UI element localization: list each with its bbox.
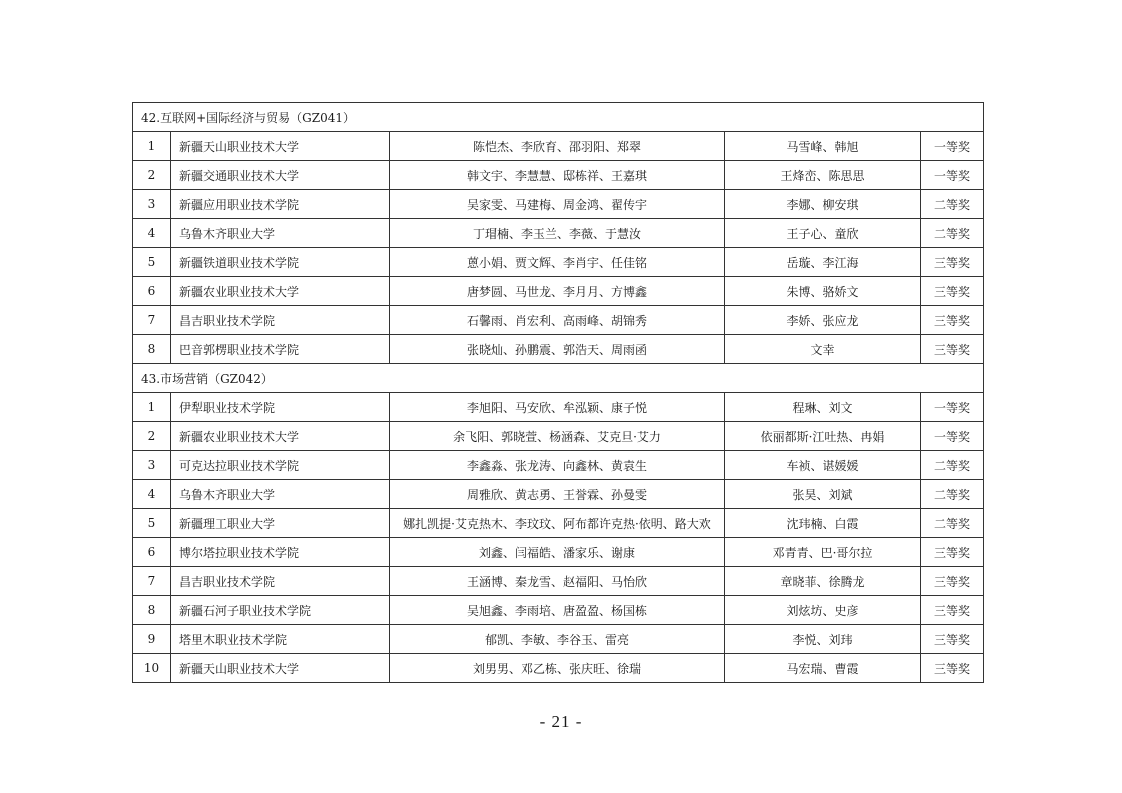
award-table-body	[133, 103, 984, 683]
student-names: 吴旭鑫、李雨培、唐盈盈、杨国栋	[390, 596, 725, 625]
school-name: 新疆石河子职业技术学院	[171, 596, 390, 625]
school-name: 新疆交通职业技术大学	[171, 161, 390, 190]
teacher-names: 文幸	[725, 335, 921, 364]
teacher-names: 刘炫坊、史彦	[725, 596, 921, 625]
row-number: 9	[133, 625, 171, 654]
student-names: 韩文宇、李慧慧、邸栋祥、王嘉琪	[390, 161, 725, 190]
page-number: - 21 -	[539, 712, 583, 731]
row-number: 3	[133, 451, 171, 480]
student-names: 陈恺杰、李欣育、邵羽阳、郑翠	[390, 132, 725, 161]
student-names: 刘男男、邓乙栋、张庆旺、徐瑞	[390, 654, 725, 683]
award-level: 二等奖	[921, 451, 984, 480]
award-level: 三等奖	[921, 538, 984, 567]
row-number: 6	[133, 277, 171, 306]
award-level: 二等奖	[921, 480, 984, 509]
school-name: 塔里木职业技术学院	[171, 625, 390, 654]
student-names: 蒽小娟、贾文辉、李肖宇、任佳铭	[390, 248, 725, 277]
award-level: 一等奖	[921, 161, 984, 190]
school-name: 新疆天山职业技术大学	[171, 654, 390, 683]
student-names: 王涵博、秦龙雪、赵福阳、马怡欣	[390, 567, 725, 596]
row-number: 6	[133, 538, 171, 567]
award-level: 三等奖	[921, 306, 984, 335]
award-level: 一等奖	[921, 393, 984, 422]
teacher-names: 依丽都斯·江吐热、冉娟	[725, 422, 921, 451]
row-number: 1	[133, 393, 171, 422]
school-name: 新疆铁道职业技术学院	[171, 248, 390, 277]
award-level: 三等奖	[921, 248, 984, 277]
school-name: 新疆农业职业技术大学	[171, 277, 390, 306]
row-number: 1	[133, 132, 171, 161]
student-names: 石馨雨、肖宏利、高雨峰、胡锦秀	[390, 306, 725, 335]
table-row	[133, 190, 984, 219]
row-number: 4	[133, 480, 171, 509]
row-number: 5	[133, 248, 171, 277]
teacher-names: 王子心、童欣	[725, 219, 921, 248]
section-title: 42.互联网+国际经济与贸易（GZ041）	[133, 103, 984, 132]
award-level: 三等奖	[921, 625, 984, 654]
student-names: 郁凯、李敏、李谷玉、雷亮	[390, 625, 725, 654]
table-row	[133, 161, 984, 190]
teacher-names: 岳璇、李江海	[725, 248, 921, 277]
school-name: 乌鲁木齐职业大学	[171, 219, 390, 248]
teacher-names: 李悦、刘玮	[725, 625, 921, 654]
section-header-row	[133, 103, 984, 132]
student-names: 唐梦圆、马世龙、李月月、方博鑫	[390, 277, 725, 306]
table-row	[133, 625, 984, 654]
student-names: 吴家雯、马建梅、周金鸿、翟传宇	[390, 190, 725, 219]
student-names: 娜扎凯提·艾克热木、李玟玟、阿布都许克热·依明、路大欢	[390, 509, 725, 538]
award-level: 二等奖	[921, 509, 984, 538]
award-level: 三等奖	[921, 654, 984, 683]
row-number: 10	[133, 654, 171, 683]
table-row	[133, 596, 984, 625]
school-name: 乌鲁木齐职业大学	[171, 480, 390, 509]
table-row	[133, 248, 984, 277]
section-title: 43.市场营销（GZ042）	[133, 364, 984, 393]
row-number: 8	[133, 335, 171, 364]
student-names: 余飞阳、郭晓萱、杨涵森、艾克旦·艾力	[390, 422, 725, 451]
table-row	[133, 393, 984, 422]
row-number: 5	[133, 509, 171, 538]
student-names: 张晓灿、孙鹏震、郭浩天、周雨函	[390, 335, 725, 364]
school-name: 伊犁职业技术学院	[171, 393, 390, 422]
school-name: 可克达拉职业技术学院	[171, 451, 390, 480]
row-number: 8	[133, 596, 171, 625]
table-row	[133, 219, 984, 248]
award-level: 三等奖	[921, 335, 984, 364]
student-names: 周雅欣、黄志勇、王誉霖、孙曼雯	[390, 480, 725, 509]
row-number: 4	[133, 219, 171, 248]
school-name: 新疆天山职业技术大学	[171, 132, 390, 161]
teacher-names: 王烽峦、陈思思	[725, 161, 921, 190]
school-name: 新疆应用职业技术学院	[171, 190, 390, 219]
table-row	[133, 538, 984, 567]
student-names: 李旭阳、马安欣、牟泓颖、康子悦	[390, 393, 725, 422]
row-number: 7	[133, 306, 171, 335]
row-number: 3	[133, 190, 171, 219]
school-name: 新疆理工职业大学	[171, 509, 390, 538]
student-names: 丁瑁楠、李玉兰、李薇、于慧汝	[390, 219, 725, 248]
teacher-names: 张昊、刘斌	[725, 480, 921, 509]
school-name: 巴音郭楞职业技术学院	[171, 335, 390, 364]
student-names: 刘鑫、闫福皓、潘家乐、谢康	[390, 538, 725, 567]
school-name: 博尔塔拉职业技术学院	[171, 538, 390, 567]
table-row	[133, 306, 984, 335]
table-row	[133, 451, 984, 480]
table-row	[133, 480, 984, 509]
teacher-names: 沈玮楠、白霞	[725, 509, 921, 538]
row-number: 2	[133, 161, 171, 190]
teacher-names: 章晓菲、徐腾龙	[725, 567, 921, 596]
award-level: 三等奖	[921, 596, 984, 625]
teacher-names: 李娇、张应龙	[725, 306, 921, 335]
table-row	[133, 509, 984, 538]
award-table	[132, 102, 984, 683]
school-name: 昌吉职业技术学院	[171, 567, 390, 596]
table-row	[133, 567, 984, 596]
award-level: 二等奖	[921, 190, 984, 219]
section-header-row	[133, 364, 984, 393]
teacher-names: 李娜、柳安琪	[725, 190, 921, 219]
table-row	[133, 422, 984, 451]
table-row	[133, 132, 984, 161]
teacher-names: 程琳、刘文	[725, 393, 921, 422]
school-name: 昌吉职业技术学院	[171, 306, 390, 335]
row-number: 2	[133, 422, 171, 451]
teacher-names: 朱博、骆娇文	[725, 277, 921, 306]
teacher-names: 马宏瑞、曹霞	[725, 654, 921, 683]
teacher-names: 车祯、谌媛媛	[725, 451, 921, 480]
table-row	[133, 277, 984, 306]
award-level: 三等奖	[921, 277, 984, 306]
award-level: 二等奖	[921, 219, 984, 248]
row-number: 7	[133, 567, 171, 596]
award-level: 一等奖	[921, 422, 984, 451]
award-level: 一等奖	[921, 132, 984, 161]
table-row	[133, 335, 984, 364]
teacher-names: 马雪峰、韩旭	[725, 132, 921, 161]
teacher-names: 邓青青、巴·哥尔拉	[725, 538, 921, 567]
award-level: 三等奖	[921, 567, 984, 596]
table-row	[133, 654, 984, 683]
school-name: 新疆农业职业技术大学	[171, 422, 390, 451]
student-names: 李鑫淼、张龙涛、向鑫林、黄袁生	[390, 451, 725, 480]
